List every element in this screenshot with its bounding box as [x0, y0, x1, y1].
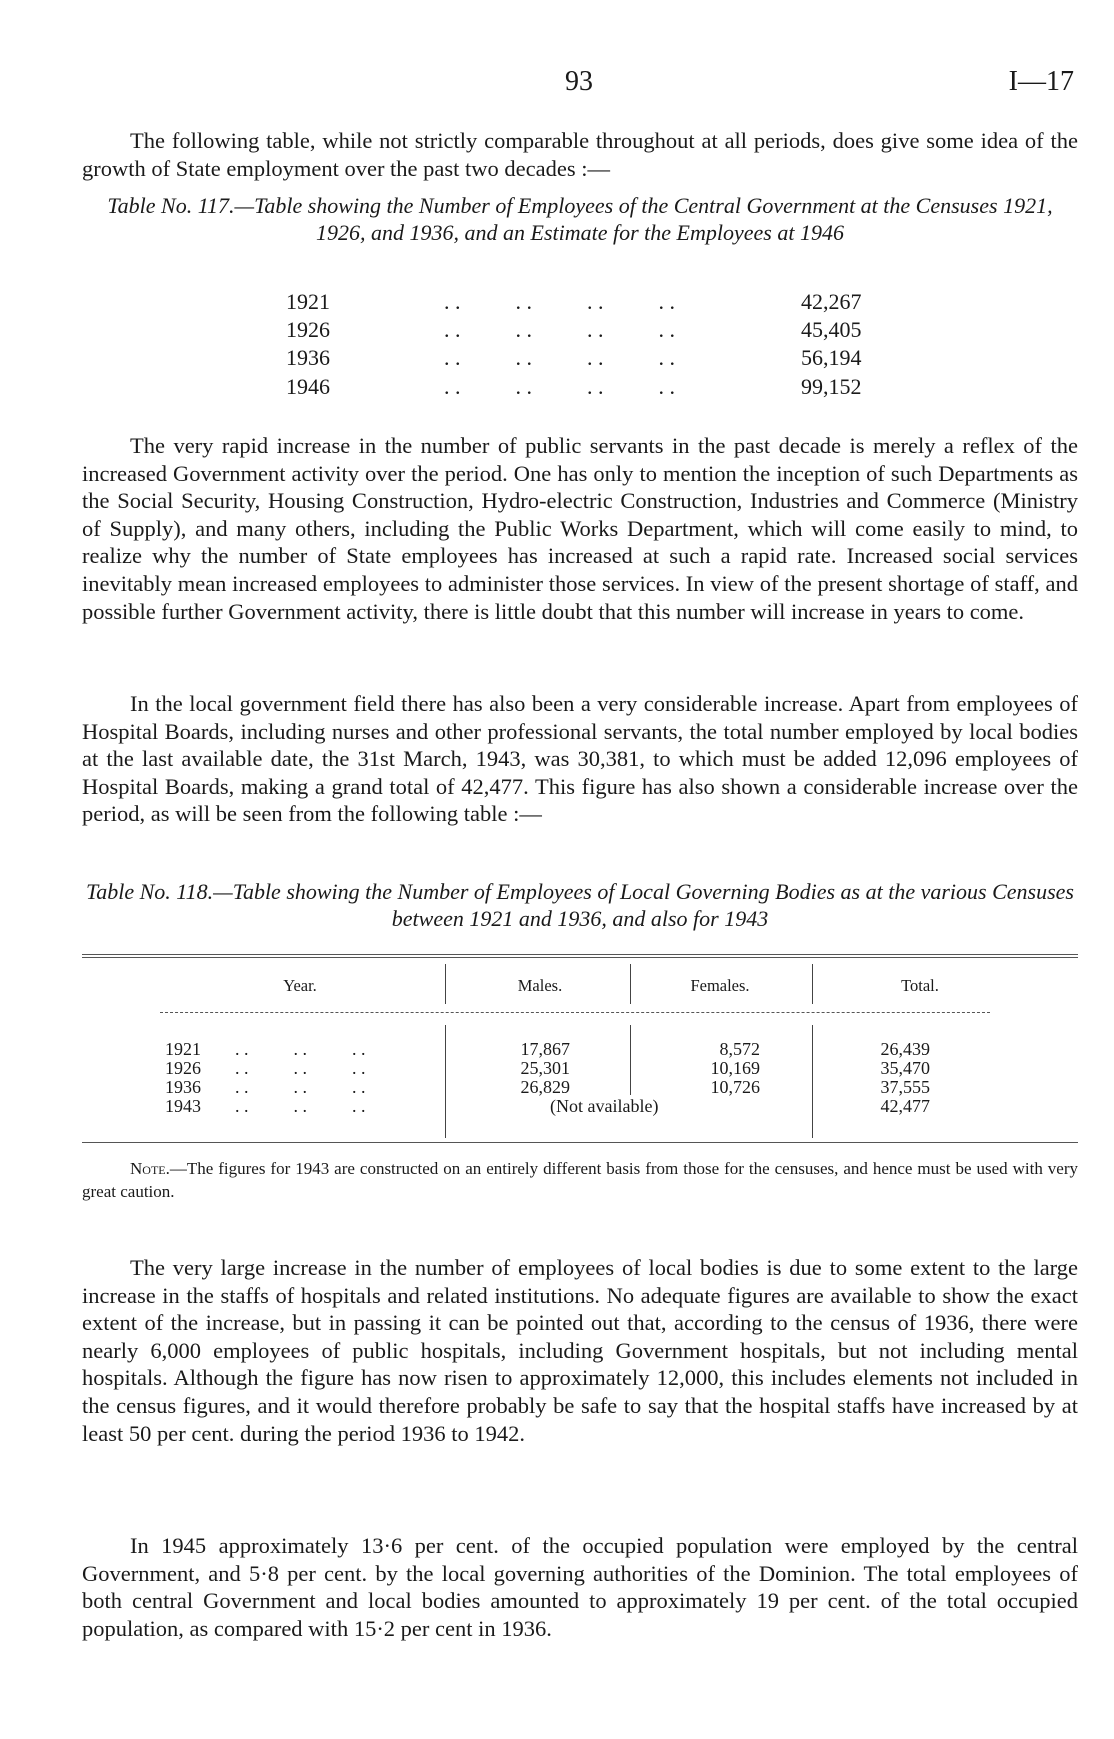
leader-dots: . . . . . . — [235, 1096, 366, 1116]
column-divider — [445, 1025, 446, 1138]
value-cell: 42,267 — [801, 289, 862, 314]
females-cell: 10,726 — [710, 1077, 760, 1097]
note-lead: Note. — [130, 1159, 170, 1178]
column-header-year: Year. — [283, 976, 317, 995]
column-header-males: Males. — [517, 976, 563, 995]
total-cell: 42,477 — [880, 1096, 930, 1116]
table-row — [286, 288, 906, 316]
value-cell: 99,152 — [801, 373, 862, 399]
page-header — [0, 66, 1114, 106]
table-row — [286, 344, 906, 372]
column-divider — [630, 964, 631, 1004]
total-cell: 26,439 — [880, 1039, 930, 1059]
leader-dots: . . . . . . . . — [444, 289, 675, 314]
year-cell: 1926 — [165, 1058, 201, 1078]
table-top-rule — [82, 954, 1078, 955]
males-cell: 26,829 — [520, 1077, 570, 1097]
leader-dots: . . . . . . . . — [444, 373, 675, 399]
table-118-caption: Table No. 118.—Table showing the Number of Employees of Local Governing Bodies as at the various Censuses between 1921 and 1936, and also for 1943 — [86, 879, 1074, 931]
paragraph-percentages: In 1945 approximately 13·6 per cent. of the occupied population were employed by the central Government, and 5·8 per cent. by the local governing authorities of the Dominion. The total employees of both central Government and local bodies amounted to approximately 19 per cent. of the total occupied population, as compared with 15·2 per cent in 1936. — [82, 1533, 1078, 1641]
table-bottom-rule — [82, 1142, 1078, 1143]
year-cell: 1936 — [165, 1077, 201, 1097]
paragraph-intro: The following table, while not strictly comparable throughout at all periods, does give some idea of the growth of State employment over the past two decades :— — [82, 128, 1078, 181]
note-text: —The figures for 1943 are constructed on an entirely different basis from those for the censuses, and hence must be used with very great caution. — [82, 1159, 1078, 1201]
year-cell: 1921 — [286, 289, 330, 314]
females-cell: 10,169 — [710, 1058, 760, 1078]
males-cell: 25,301 — [520, 1058, 570, 1078]
column-divider — [812, 1025, 813, 1138]
year-cell: 1943 — [165, 1096, 201, 1116]
value-cell: 56,194 — [801, 345, 862, 371]
paragraph-local-government: In the local government field there has also been a very considerable increase. Apart from employees of Hospital Boards, including nurses and other professional servants, the total number employed by local bodies at the last available date, the 31st March, 1943, was 30,381, to which must be added 12,096 employees of Hospital Boards, making a grand total of 42,477. This figure has also shown a considerable increase over the period, as will be seen from the following table :— — [82, 691, 1078, 827]
total-cell: 37,555 — [880, 1077, 930, 1097]
total-cell: 35,470 — [880, 1058, 930, 1078]
table-row — [286, 373, 906, 401]
header-rule — [160, 1012, 990, 1013]
leader-dots: . . . . . . . . — [444, 317, 675, 343]
leader-dots: . . . . . . . . — [444, 345, 675, 371]
females-cell: 8,572 — [719, 1039, 760, 1059]
column-divider — [445, 964, 446, 1004]
column-header-total: Total. — [901, 976, 939, 995]
year-cell: 1926 — [286, 317, 330, 343]
column-divider — [812, 964, 813, 1004]
value-cell: 45,405 — [801, 317, 862, 343]
paragraph-hospitals: The very large increase in the number of employees of local bodies is due to some extent to the large increase in the staffs of hospitals and related institutions. No adequate figures are available to show the exact extent of the increase, but in passing it can be pointed out that, according to the census of 1936, there were nearly 6,000 employees of public hospitals, including Government hospitals, but not including mental hospitals. Although the figure has now risen to approximately 12,000, this includes elements not included in the census figures, and it would therefore probably be safe to say that the hospital staffs have increased by at least 50 per cent. during the period 1936 to 1942. — [82, 1255, 1078, 1446]
year-cell: 1946 — [286, 373, 330, 399]
table-117-caption: Table No. 117.—Table showing the Number of Employees of the Central Government at the Censuses 1921, 1926, and 1936, and an Estimate for the Employees at 1946 — [107, 193, 1053, 245]
table-row — [286, 316, 906, 344]
table-118-note — [82, 1157, 1078, 1203]
year-cell: 1921 — [165, 1039, 201, 1059]
column-divider — [630, 1025, 631, 1095]
paragraph-public-servants: The very rapid increase in the number of public servants in the past decade is merely a reflex of the increased Government activity over the period. One has only to mention the inception of such Departments as the Social Security, Housing Construction, Hydro-electric Construction, Industries and Commerce (Ministry of Supply), and many others, including the Public Works Department, which will come easily to mind, to realize why the number of State employees has increased at such a rapid rate. Increased social services inevitably mean increased employees to administer those services. In view of the present shortage of staff, and possible further Government activity, there is little doubt that this number will increase in years to come. — [82, 433, 1078, 624]
table-117 — [286, 288, 906, 401]
year-cell: 1936 — [286, 345, 330, 371]
not-available-cell: (Not available) — [550, 1096, 659, 1116]
leader-dots: . . . . . . — [235, 1039, 366, 1059]
column-header-females: Females. — [690, 976, 750, 995]
leader-dots: . . . . . . — [235, 1077, 366, 1097]
table-top-rule-double — [82, 957, 1078, 958]
document-reference: I—17 — [1008, 66, 1074, 97]
leader-dots: . . . . . . — [235, 1058, 366, 1078]
page-number: 93 — [565, 66, 593, 97]
males-cell: 17,867 — [520, 1039, 570, 1059]
